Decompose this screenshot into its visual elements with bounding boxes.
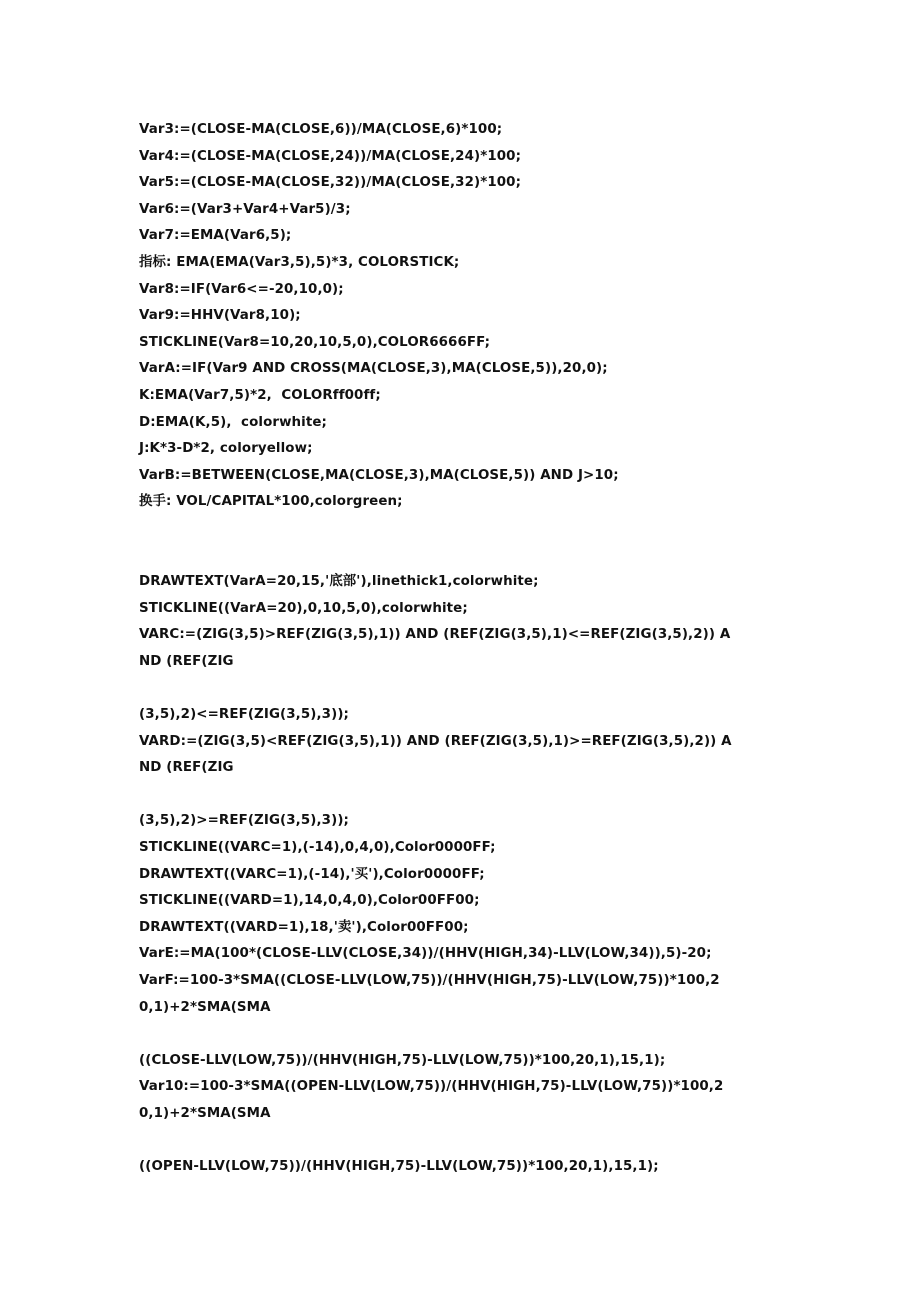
- code-line: Var6:=(Var3+Var4+Var5)/3;: [139, 201, 351, 217]
- code-line: ND (REF(ZIG: [139, 653, 234, 669]
- code-line: Var9:=HHV(Var8,10);: [139, 308, 301, 324]
- code-line: Var3:=(CLOSE-MA(CLOSE,6))/MA(CLOSE,6)*100;: [139, 122, 503, 137]
- code-line: STICKLINE((VARD=1),14,0,4,0),Color00FF00;: [139, 893, 480, 909]
- code-line: DRAWTEXT(VarA=20,15,'底部'),linethick1,colorwhite;: [139, 574, 539, 590]
- code-line: DRAWTEXT((VARC=1),(-14),'买'),Color0000FF;: [139, 866, 485, 882]
- code-line: VARC:=(ZIG(3,5)>REF(ZIG(3,5),1)) AND (REF(ZIG(3,5),1)<=REF(ZIG(3,5),2)) A: [139, 627, 731, 643]
- code-line: 指标: EMA(EMA(Var3,5),5)*3, COLORSTICK;: [139, 254, 460, 270]
- code-line: STICKLINE((VarA=20),0,10,5,0),colorwhite;: [139, 600, 468, 616]
- code-line: VarB:=BETWEEN(CLOSE,MA(CLOSE,3),MA(CLOSE,5)) AND J>10;: [139, 467, 619, 483]
- blank-line: [139, 782, 799, 809]
- blank-line: [139, 675, 799, 702]
- code-line: VarF:=100-3*SMA((CLOSE-LLV(LOW,75))/(HHV(HIGH,75)-LLV(LOW,75))*100,2: [139, 973, 720, 988]
- blank-line: [139, 1128, 799, 1155]
- code-line: Var5:=(CLOSE-MA(CLOSE,32))/MA(CLOSE,32)*100;: [139, 175, 522, 191]
- code-line: VarE:=MA(100*(CLOSE-LLV(CLOSE,34))/(HHV(HIGH,34)-LLV(LOW,34)),5)-20;: [139, 946, 712, 962]
- code-line: 0,1)+2*SMA(SMA: [139, 1105, 271, 1121]
- code-line: J:K*3-D*2, coloryellow;: [139, 441, 313, 457]
- code-line: Var10:=100-3*SMA((OPEN-LLV(LOW,75))/(HHV(HIGH,75)-LLV(LOW,75))*100,2: [139, 1079, 724, 1095]
- blank-line: [139, 516, 799, 543]
- code-line: D:EMA(K,5), colorwhite;: [139, 414, 327, 430]
- code-line: Var4:=(CLOSE-MA(CLOSE,24))/MA(CLOSE,24)*100;: [139, 148, 522, 164]
- code-line: ((OPEN-LLV(LOW,75))/(HHV(HIGH,75)-LLV(LOW,75))*100,20,1),15,1);: [139, 1159, 659, 1175]
- code-line: K:EMA(Var7,5)*2, COLORff00ff;: [139, 387, 381, 403]
- blank-line: [139, 543, 799, 570]
- code-line: ((CLOSE-LLV(LOW,75))/(HHV(HIGH,75)-LLV(LOW,75))*100,20,1),15,1);: [139, 1052, 666, 1068]
- code-line: 换手: VOL/CAPITAL*100,colorgreen;: [139, 494, 403, 510]
- blank-line: [139, 1021, 799, 1048]
- code-line: VARD:=(ZIG(3,5)<REF(ZIG(3,5),1)) AND (REF(ZIG(3,5),1)>=REF(ZIG(3,5),2)) A: [139, 733, 732, 749]
- code-line: (3,5),2)<=REF(ZIG(3,5),3));: [139, 707, 349, 723]
- code-line: ND (REF(ZIG: [139, 760, 234, 776]
- code-line: DRAWTEXT((VARD=1),18,'卖'),Color00FF00;: [139, 919, 469, 935]
- code-line: Var7:=EMA(Var6,5);: [139, 228, 292, 244]
- formula-code-block: [139, 117, 799, 1181]
- code-line: STICKLINE((VARC=1),(-14),0,4,0),Color0000FF;: [139, 840, 496, 856]
- code-line: 0,1)+2*SMA(SMA: [139, 999, 271, 1015]
- code-line: (3,5),2)>=REF(ZIG(3,5),3));: [139, 813, 349, 829]
- code-line: Var8:=IF(Var6<=-20,10,0);: [139, 281, 344, 297]
- code-line: STICKLINE(Var8=10,20,10,5,0),COLOR6666FF;: [139, 334, 491, 350]
- code-line: VarA:=IF(Var9 AND CROSS(MA(CLOSE,3),MA(CLOSE,5)),20,0);: [139, 361, 608, 377]
